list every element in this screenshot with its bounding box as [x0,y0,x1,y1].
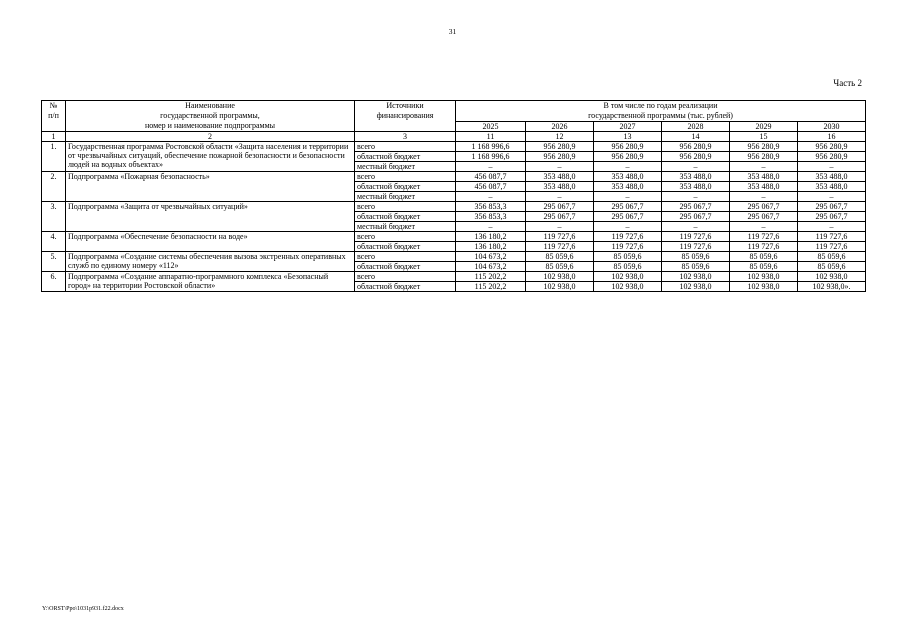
program-number: 6. [42,272,66,292]
header-year: 2030 [798,122,866,132]
funding-source: местный бюджет [355,162,456,172]
funding-value: 85 059,6 [662,262,730,272]
program-name: Подпрограмма «Пожарная безопасность» [66,172,355,202]
funding-value: 119 727,6 [798,232,866,242]
funding-value: – [594,222,662,232]
funding-value: 956 280,9 [594,152,662,162]
header-year: 2025 [456,122,526,132]
program-name: Подпрограмма «Создание аппаратно-программного комплекса «Безопасный город» на территории Ростовской области» [66,272,355,292]
funding-value: 956 280,9 [594,142,662,152]
program-name: Государственная программа Ростовской области «Защита населения и территории от чрезвычайных ситуаций, обеспечение пожарной безопасности и безопасности людей на водных объектах» [66,142,355,172]
funding-source: всего [355,272,456,282]
funding-value: – [526,162,594,172]
funding-value: 295 067,7 [526,202,594,212]
funding-value: – [730,162,798,172]
program-funding-table [41,100,866,292]
table-row [42,272,866,282]
funding-value: 102 938,0 [594,282,662,292]
funding-source: всего [355,232,456,242]
funding-source: областной бюджет [355,282,456,292]
funding-value: 956 280,9 [798,142,866,152]
funding-value: – [456,162,526,172]
funding-value: 356 853,3 [456,212,526,222]
funding-value: 295 067,7 [526,212,594,222]
funding-source: областной бюджет [355,262,456,272]
funding-source: областной бюджет [355,242,456,252]
program-number: 4. [42,232,66,252]
funding-source: всего [355,172,456,182]
funding-value: – [798,162,866,172]
funding-value: 353 488,0 [662,182,730,192]
funding-value: 102 938,0 [594,272,662,282]
table-header [42,101,866,142]
funding-source: местный бюджет [355,192,456,202]
funding-value: 102 938,0». [798,282,866,292]
column-index-row [42,132,866,142]
column-index: 2 [66,132,355,142]
column-index: 16 [798,132,866,142]
funding-value: 956 280,9 [730,142,798,152]
header-year: 2029 [730,122,798,132]
funding-value: 295 067,7 [594,212,662,222]
funding-value: – [456,192,526,202]
funding-source: всего [355,142,456,152]
funding-value: 353 488,0 [662,172,730,182]
column-index: 13 [594,132,662,142]
funding-value: 119 727,6 [526,232,594,242]
funding-value: 956 280,9 [730,152,798,162]
funding-value: 119 727,6 [798,242,866,252]
funding-value: 102 938,0 [526,272,594,282]
program-number: 5. [42,252,66,272]
funding-value: – [730,192,798,202]
header-year: 2028 [662,122,730,132]
funding-value: 119 727,6 [730,232,798,242]
funding-value: 1 168 996,6 [456,142,526,152]
funding-value: 85 059,6 [662,252,730,262]
header-source: Источники финансирования [355,101,456,132]
funding-value: 115 202,2 [456,282,526,292]
part-label: Часть 2 [833,78,862,88]
funding-value: 102 938,0 [662,282,730,292]
funding-value: 956 280,9 [662,152,730,162]
footer-file-path: Y:\ORST\Ppo\1031p931.f22.docx [42,606,124,612]
funding-value: 85 059,6 [594,262,662,272]
funding-value: 102 938,0 [798,272,866,282]
column-index: 11 [456,132,526,142]
funding-value: 119 727,6 [662,232,730,242]
table-body [42,142,866,292]
funding-value: – [594,192,662,202]
header-name: Наименование государственной программы, номер и наименование подпрограммы [66,101,355,132]
funding-value: – [798,192,866,202]
funding-value: 295 067,7 [662,202,730,212]
funding-value: – [594,162,662,172]
funding-value: 85 059,6 [798,262,866,272]
header-row [42,101,866,122]
program-name: Подпрограмма «Обеспечение безопасности на воде» [66,232,355,252]
funding-value: 295 067,7 [662,212,730,222]
funding-value: 119 727,6 [662,242,730,252]
funding-source: всего [355,202,456,212]
header-year: 2026 [526,122,594,132]
funding-value: 102 938,0 [730,282,798,292]
page-number: 31 [448,27,457,36]
funding-value: 956 280,9 [798,152,866,162]
funding-value: – [456,222,526,232]
funding-value: 102 938,0 [526,282,594,292]
program-name: Подпрограмма «Создание системы обеспечения вызова экстренных оперативных служб по единому номеру «112» [66,252,355,272]
funding-source: областной бюджет [355,152,456,162]
funding-value: 115 202,2 [456,272,526,282]
funding-value: 295 067,7 [594,202,662,212]
funding-value: 85 059,6 [526,252,594,262]
funding-value: 295 067,7 [798,212,866,222]
funding-value: 104 673,2 [456,252,526,262]
funding-value: – [798,222,866,232]
table-row [42,202,866,212]
column-index: 14 [662,132,730,142]
funding-value: 119 727,6 [594,232,662,242]
funding-value: 956 280,9 [526,152,594,162]
program-number: 1. [42,142,66,172]
header-num: № п/п [42,101,66,132]
funding-value: 85 059,6 [730,262,798,272]
column-index: 12 [526,132,594,142]
table-row [42,142,866,152]
program-name: Подпрограмма «Защита от чрезвычайных ситуаций» [66,202,355,232]
funding-value: 353 488,0 [730,182,798,192]
funding-value: 85 059,6 [798,252,866,262]
funding-value: 102 938,0 [662,272,730,282]
funding-value: 136 180,2 [456,232,526,242]
funding-source: областной бюджет [355,182,456,192]
column-index: 3 [355,132,456,142]
funding-value: – [526,192,594,202]
funding-value: 104 673,2 [456,262,526,272]
column-index: 1 [42,132,66,142]
funding-value: 136 180,2 [456,242,526,252]
table-row [42,232,866,242]
funding-value: 353 488,0 [730,172,798,182]
funding-value: – [730,222,798,232]
funding-value: – [662,162,730,172]
funding-value: 119 727,6 [594,242,662,252]
funding-value: – [662,192,730,202]
funding-source: областной бюджет [355,212,456,222]
funding-value: 956 280,9 [526,142,594,152]
funding-value: 85 059,6 [594,252,662,262]
funding-source: местный бюджет [355,222,456,232]
funding-value: 456 087,7 [456,182,526,192]
header-year: 2027 [594,122,662,132]
funding-source: всего [355,252,456,262]
funding-value: 295 067,7 [798,202,866,212]
funding-value: 1 168 996,6 [456,152,526,162]
funding-value: 356 853,3 [456,202,526,212]
funding-value: 85 059,6 [526,262,594,272]
funding-value: 353 488,0 [526,172,594,182]
funding-value: 456 087,7 [456,172,526,182]
header-years-group: В том числе по годам реализации государственной программы (тыс. рублей) [456,101,866,122]
funding-value: 353 488,0 [594,182,662,192]
funding-value: 102 938,0 [730,272,798,282]
funding-value: 353 488,0 [798,182,866,192]
funding-value: 85 059,6 [730,252,798,262]
funding-value: 353 488,0 [594,172,662,182]
funding-value: 119 727,6 [730,242,798,252]
funding-value: – [662,222,730,232]
funding-value: 295 067,7 [730,212,798,222]
funding-value: 353 488,0 [798,172,866,182]
funding-value: 119 727,6 [526,242,594,252]
funding-value: 956 280,9 [662,142,730,152]
program-number: 2. [42,172,66,202]
table-row [42,172,866,182]
funding-value: 295 067,7 [730,202,798,212]
table-row [42,252,866,262]
program-number: 3. [42,202,66,232]
funding-value: 353 488,0 [526,182,594,192]
funding-value: – [526,222,594,232]
column-index: 15 [730,132,798,142]
